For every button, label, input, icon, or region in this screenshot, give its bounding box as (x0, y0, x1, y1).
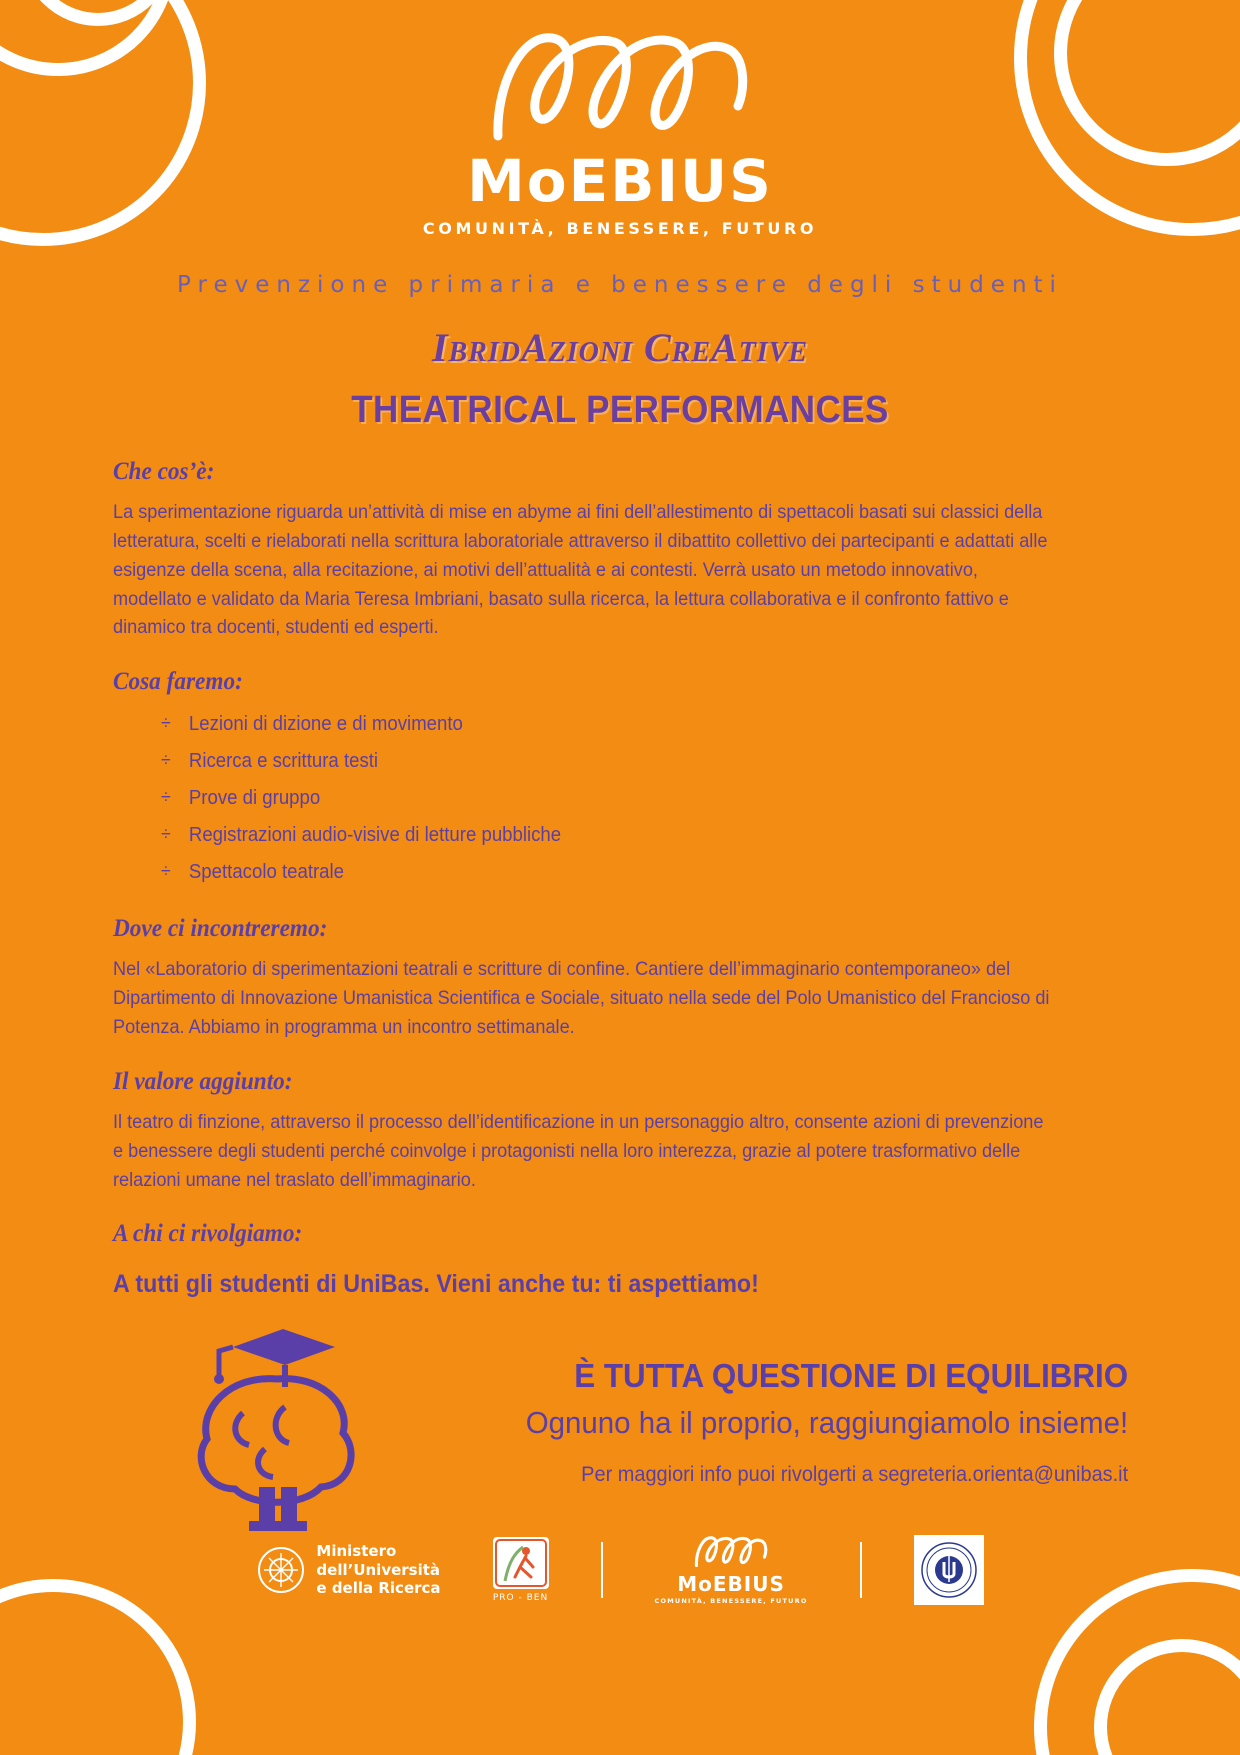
poster-title-secondary: THEATRICAL PERFORMANCES (351, 389, 889, 431)
footer-divider-left (601, 1542, 603, 1598)
list-item: ÷ Ricerca e scrittura testi (161, 745, 1060, 778)
ministry-line-3: e della Ricerca (316, 1579, 441, 1598)
mini-tagline: COMUNITÀ, BENESSERE, FUTURO (654, 1597, 808, 1605)
section-heading-what: Che cos’è: (113, 458, 215, 485)
activities-list (113, 708, 1128, 889)
contact-info[interactable]: Per maggiori info puoi rivolgerti a segreteria.orienta@unibas.it (581, 1463, 1128, 1487)
section-heading-audience: A chi ci rivolgiamo: (113, 1220, 303, 1248)
unibas-seal-icon (914, 1535, 984, 1605)
section-paragraph-where: Nel «Laboratorio di sperimentazioni teatrali e scritture di confine. Cantiere dell’immaginario contemporaneo» del Dipartimento di Innovazione Umanistica Scientifica e Sociale, situato nella sede del Polo Umanistico del Francioso di Potenza. Abbiamo in programma un incontro settimanale. (113, 958, 1050, 1039)
unibas-emblem-icon (917, 1538, 981, 1602)
ministry-line-1: Ministero (316, 1541, 397, 1560)
moebius-scribble-icon (490, 28, 750, 148)
list-item: ÷ Spettacolo teatrale (161, 856, 1060, 889)
slogan-line-1: È TUTTA QUESTIONE DI EQUILIBRIO (574, 1357, 1128, 1395)
poster-kicker: Prevenzione primaria e benessere degli studenti (177, 272, 1063, 298)
decorative-circle-icon (0, 1579, 196, 1755)
moebius-mini-logo (655, 1535, 808, 1605)
proben-caption: PRO - BEN (492, 1593, 549, 1603)
closing-row (113, 1317, 1128, 1532)
brand-tagline: COMUNITÀ, BENESSERE, FUTURO (422, 219, 818, 238)
section-heading-activities: Cosa faremo: (113, 668, 243, 696)
slogan-line-2: Ognuno ha il proprio, raggiungiamolo insieme! (525, 1405, 1128, 1441)
list-item: ÷ Registrazioni audio-visive di letture pubbliche (161, 819, 1060, 852)
mini-wordmark: MoEBIUS (677, 1572, 785, 1596)
proben-mark-icon (493, 1537, 549, 1589)
ministry-line-2: dell’Università (316, 1560, 441, 1579)
audience-call-to-action: A tutti gli studenti di UniBas. Vieni anche tu: ti aspettiamo! (113, 1270, 759, 1299)
poster-title-primary: IbridAzioni CreAtive (431, 325, 809, 370)
poster-content (0, 458, 1240, 1532)
ministry-logo (256, 1542, 440, 1598)
decorative-circle-icon (1094, 1639, 1240, 1755)
republic-emblem-icon (256, 1545, 306, 1595)
brand-logo (0, 0, 1240, 238)
list-item: ÷ Lezioni di dizione e di movimento (161, 708, 1060, 741)
proben-logo (493, 1537, 549, 1603)
brand-wordmark-text: MoEBIUS (467, 147, 773, 215)
proben-figure-icon (493, 1537, 549, 1589)
list-item: ÷ Prove di gruppo (161, 782, 1060, 815)
moebius-scribble-icon (691, 1535, 771, 1569)
section-paragraph-value: Il teatro di finzione, attraverso il processo dell’identificazione in un personaggio altro, consente azioni di prevenzione e benessere degli studenti perché coinvolge i protagonisti nella loro interezza, grazie al potere trasformativo delle relazioni umane nel traslato dell’immaginario. (113, 1110, 1044, 1191)
footer-logos (0, 1535, 1240, 1605)
section-heading-where: Dove ci incontreremo: (113, 915, 328, 943)
ministry-label (316, 1542, 440, 1598)
graduate-tree-icon (173, 1317, 383, 1532)
section-heading-value: Il valore aggiunto: (113, 1067, 293, 1095)
section-paragraph-what: La sperimentazione riguarda un’attività di mise en abyme ai fini dell’allestimento di spettacoli basati sui classici della letteratura, scelti e rielaborati nella scrittura laboratoriale attraverso il dibattito collettivo dei partecipanti e adattati alle esigenze della scena, alla recitazione, ai motivi dell’attualità e ai contesti. Verrà usato un metodo innovativo, modellato e validato da Maria Teresa Imbriani, basato sulla ricerca, la lettura collaborativa e il confronto fattivo e dinamico tra docenti, studenti ed esperti. (113, 501, 1048, 639)
footer-divider-right (860, 1542, 862, 1598)
brand-wordmark (0, 147, 1240, 215)
closing-slogan (494, 1357, 1128, 1487)
